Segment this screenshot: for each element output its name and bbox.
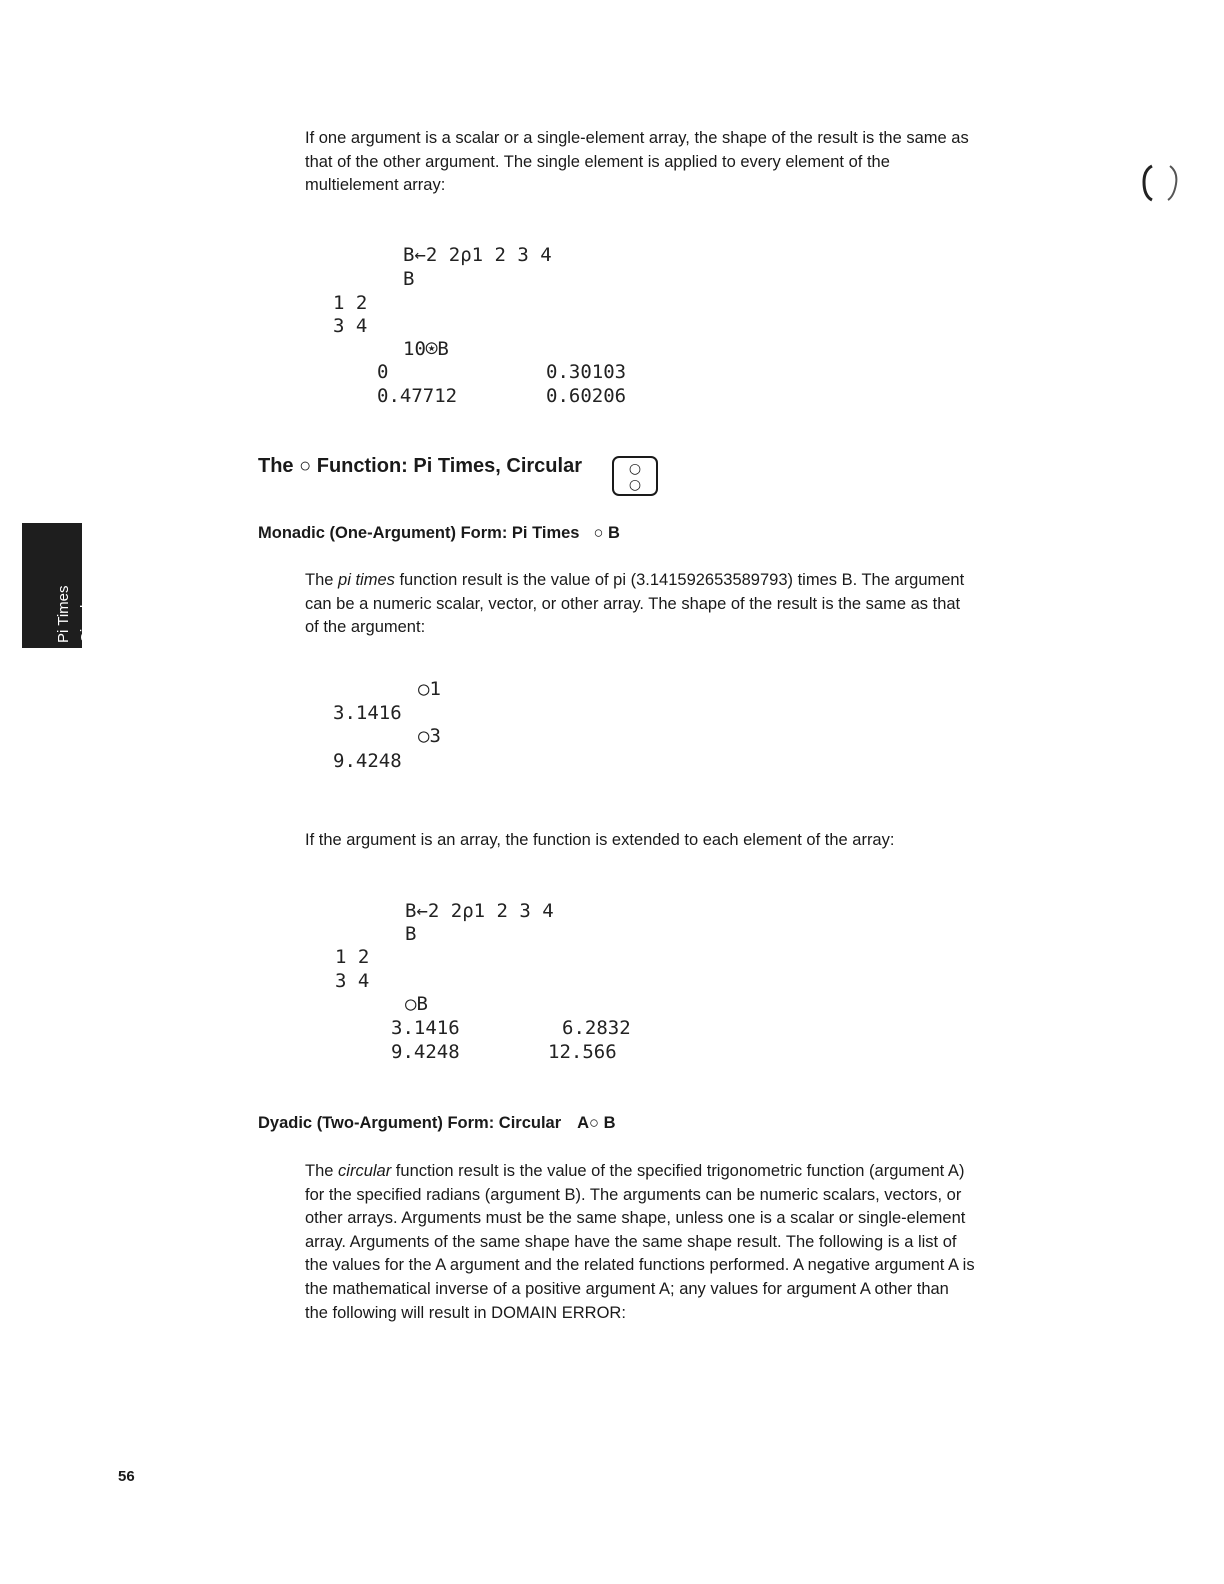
monadic-paragraph — [305, 569, 975, 640]
code-output-cell: 0.30103 — [546, 361, 627, 383]
code-line-display: B — [405, 923, 417, 945]
text-segment: function result is the value of the specified trigonometric function (argument A) for the specified radians (argument B). The arguments can be numeric scalars, vectors, or other arrays. Arguments must be the same shape, unless one is a scalar or single-element array. Arguments of the same shape have the same shape result. The following is a list of the values for the A argument and the related functions performed. A negative argument A is the mathematical inverse of a positive argument A; any values for argument A other than the following will result in DOMAIN ERROR: — [305, 1162, 975, 1322]
code-output: 9.4248 — [333, 750, 402, 772]
code-output-cell: 3.1416 — [391, 1017, 460, 1039]
code-line-assign: B←2 2⍴1 2 3 4 — [405, 900, 554, 922]
intro-paragraph: If one argument is a scalar or a single-element array, the shape of the result is the same as that of the other argument. The single element is applied to every element of the multielement array: — [305, 129, 969, 195]
keycap-bottom-symbol: ○ — [628, 477, 642, 493]
code-output-row: 1 2 — [333, 292, 368, 314]
code-output-row: 3 4 — [335, 970, 370, 992]
code-output-row: 1 2 — [335, 946, 370, 968]
code-output-cell: 6.2832 — [562, 1017, 631, 1039]
circle-key-icon — [612, 456, 658, 496]
text-segment: The — [305, 1162, 339, 1180]
binder-mark-icon — [1140, 162, 1178, 202]
dyadic-paragraph — [305, 1160, 975, 1325]
array-paragraph: If the argument is an array, the function is extended to each element of the array: — [305, 831, 895, 849]
code-line-input: ○3 — [418, 725, 441, 747]
term-circular: circular — [338, 1162, 392, 1180]
code-line-input: ○1 — [418, 678, 441, 700]
dyadic-syntax: A○ B — [577, 1114, 616, 1132]
code-line-pitimes: ○B — [405, 993, 428, 1015]
code-output-cell: 0.47712 — [377, 385, 458, 407]
dyadic-heading-label: Dyadic (Two-Argument) Form: Circular — [258, 1114, 562, 1132]
page-number: 56 — [118, 1468, 135, 1485]
keycap-top-symbol: ○ — [628, 461, 642, 477]
monadic-heading-label: Monadic (One-Argument) Form: Pi Times — [258, 524, 580, 542]
code-output-row: 3 4 — [333, 315, 368, 337]
side-tab-label — [52, 533, 98, 643]
side-tab-line: Circular — [78, 591, 95, 643]
code-output: 3.1416 — [333, 702, 402, 724]
code-output-cell: 9.4248 — [391, 1041, 460, 1063]
code-line-display: B — [403, 268, 415, 290]
side-tab — [22, 523, 95, 648]
code-line-assign: B←2 2⍴1 2 3 4 — [403, 244, 552, 266]
dyadic-heading — [258, 1114, 616, 1133]
term-pi-times: pi times — [338, 571, 395, 589]
code-output-cell: 0 — [377, 361, 389, 383]
side-tab-line: Pi Times — [55, 585, 72, 643]
code-output-cell: 0.60206 — [546, 385, 627, 407]
monadic-heading — [258, 524, 620, 543]
section-heading: The ○ Function: Pi Times, Circular — [258, 455, 582, 477]
code-output-cell: 12.566 — [548, 1041, 617, 1063]
text-segment: The — [305, 571, 339, 589]
text-segment: function result is the value of pi (3.141592653589793) times B. The argument can be a numeric scalar, vector, or other array. The shape of the result is the same as that of the argument: — [305, 571, 965, 637]
code-line-log: 10⍟B — [403, 338, 449, 360]
monadic-syntax: ○ B — [593, 524, 620, 542]
